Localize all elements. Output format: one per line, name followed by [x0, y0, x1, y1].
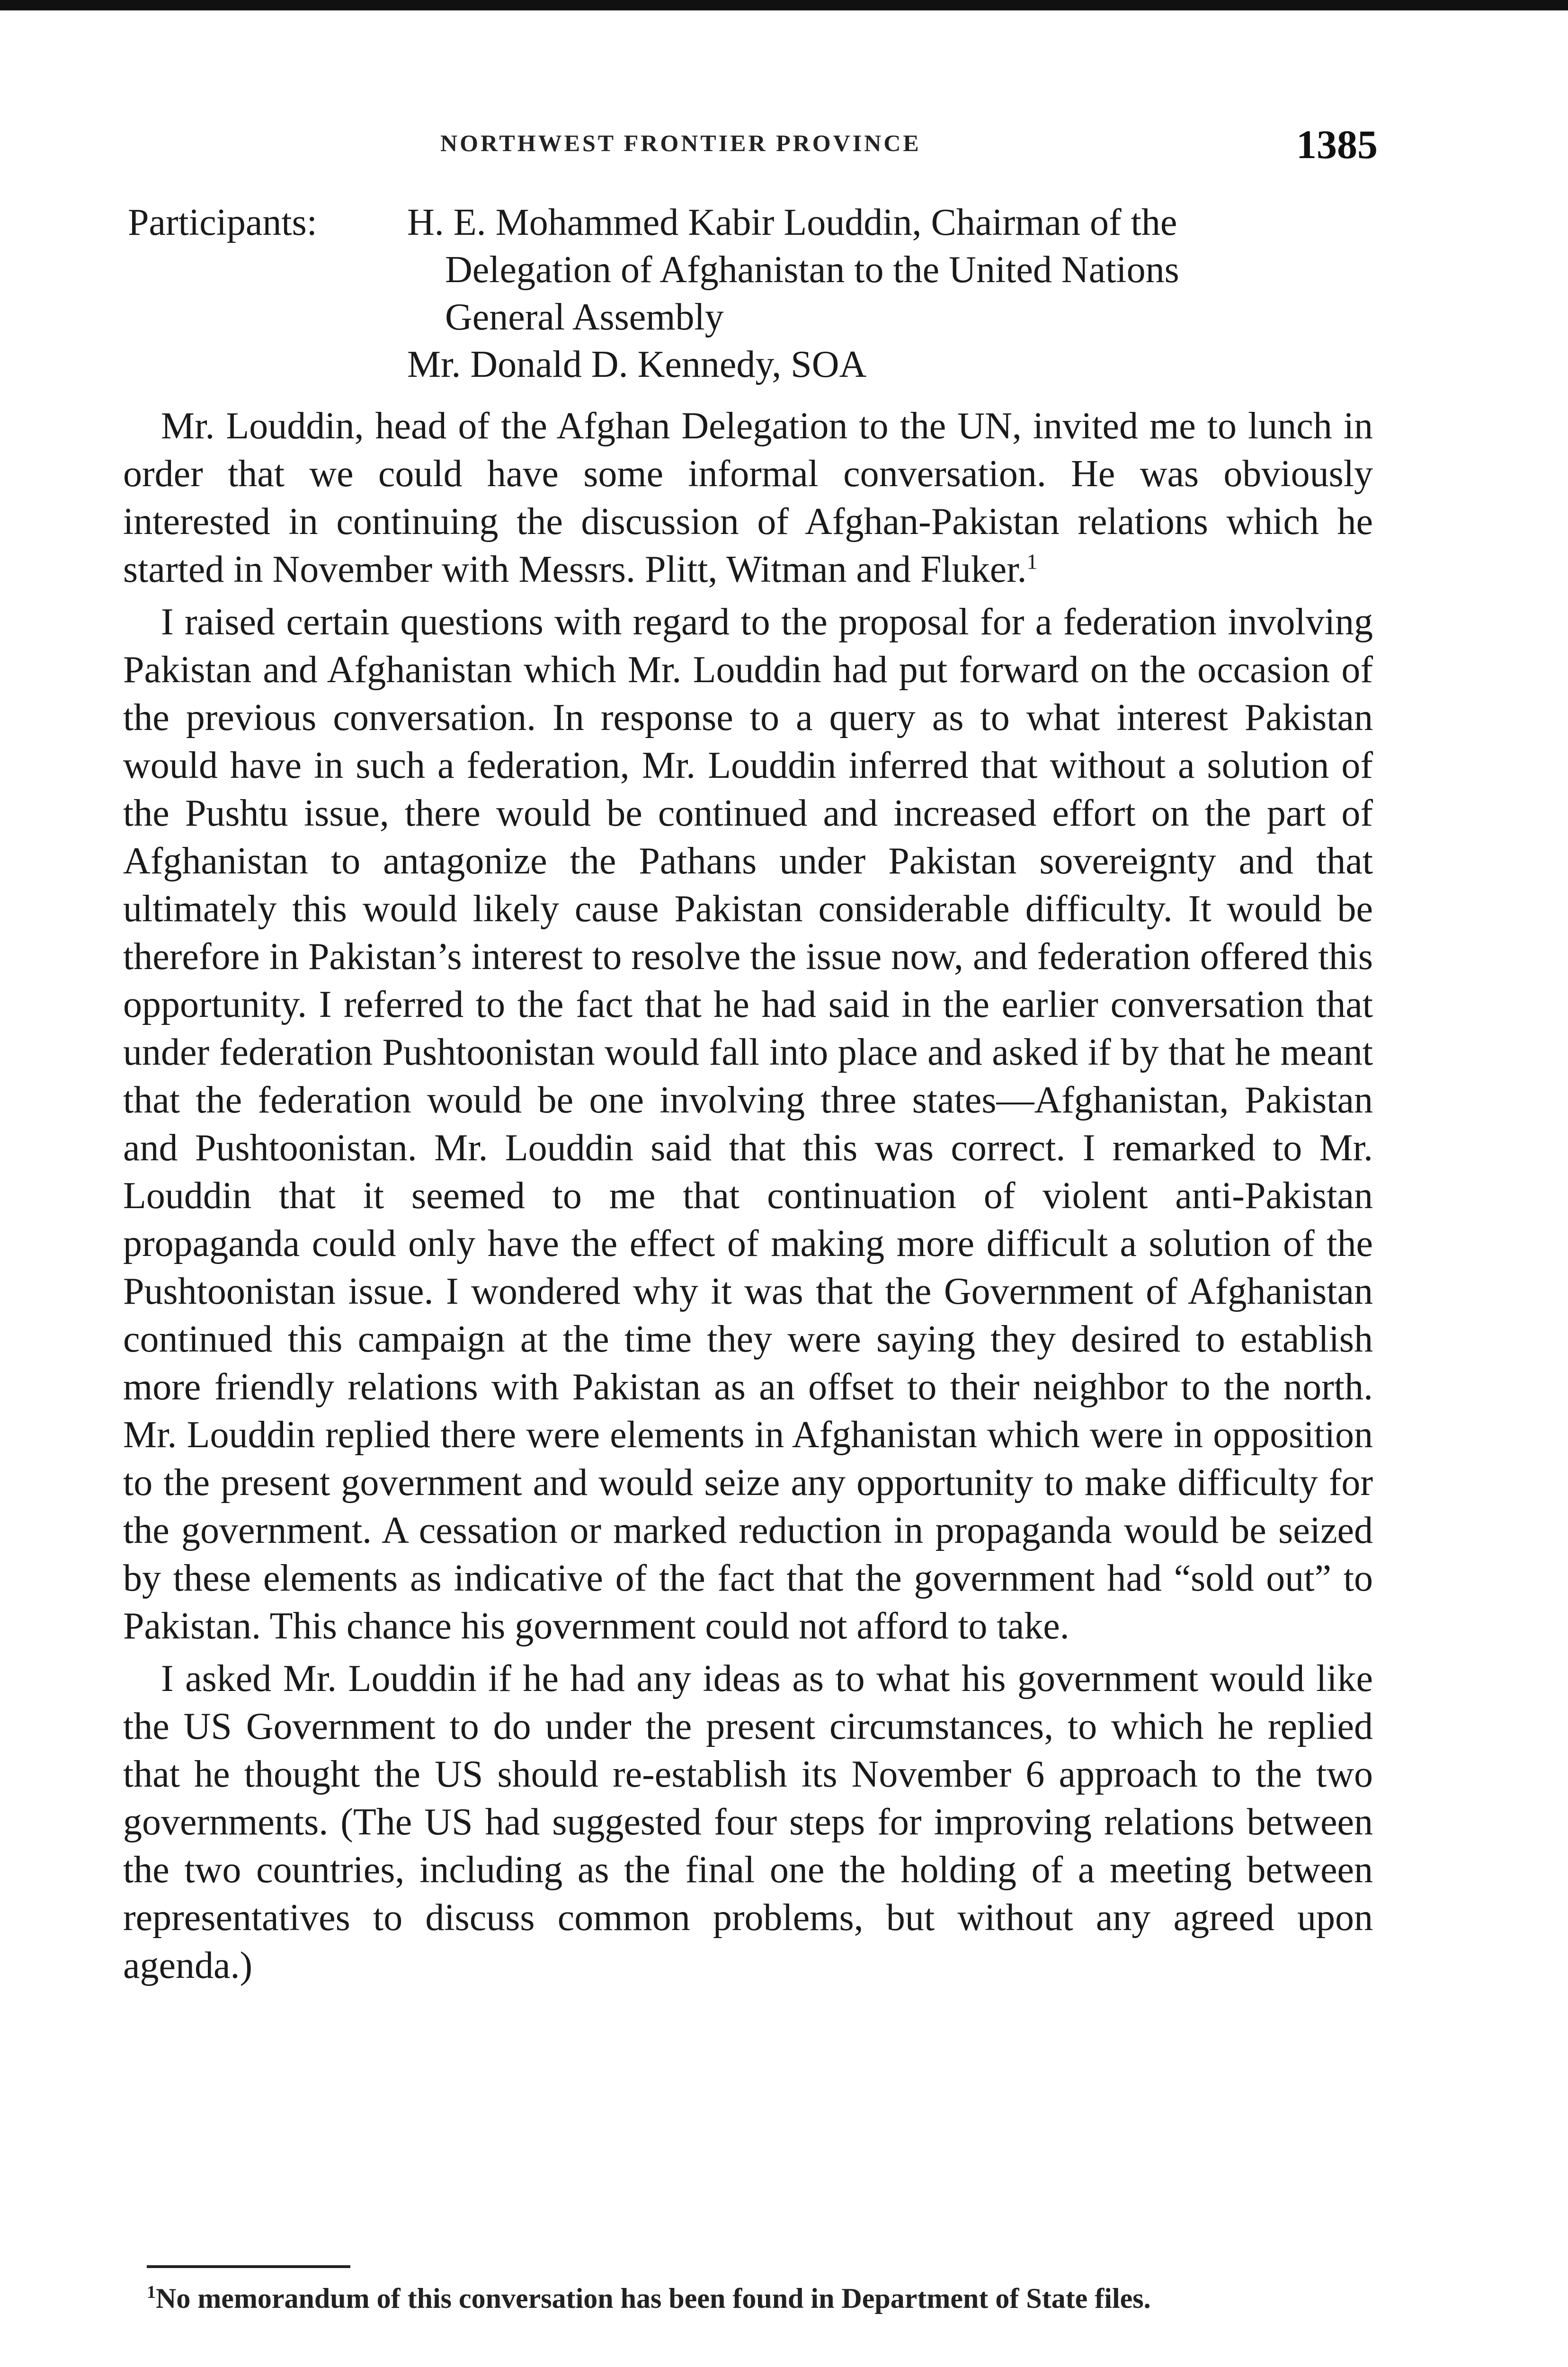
footnote-text-line: [118, 2282, 1368, 2315]
footnote-ref: 1: [1026, 549, 1038, 574]
participant-line: Delegation of Afghanistan to the United Nations: [445, 249, 1179, 291]
running-head: NORTHWEST FRONTIER PROVINCE: [440, 130, 921, 156]
page-edge-bar: [0, 0, 1568, 10]
page-header: [128, 121, 1378, 173]
footnote-rule: [147, 2265, 350, 2268]
footnote-text: No memorandum of this conversation has been found in Department of State files.: [156, 2283, 1151, 2314]
participant-line: General Assembly: [445, 296, 724, 338]
participants-list: [407, 199, 1378, 388]
participant-line: Mr. Donald D. Kennedy, SOA: [407, 344, 867, 385]
paragraph-text: Mr. Louddin, head of the Afghan Delegation to the UN, invited me to lunch in order that we could have some informal conversation. He was obviously interested in continuing the discussion of Afghan-Pakistan relations which he started in November with Messrs. Plitt, Witman and Fluker.: [123, 405, 1373, 590]
participant-line: H. E. Mohammed Kabir Louddin, Chairman of the: [407, 202, 1177, 243]
paragraph: I raised certain questions with regard to the proposal for a federation involving Pakistan and Afghanistan which Mr. Louddin had put forward on the occasion of the previous conversation. In response to a query as to what interest Pakistan would have in such a federation, Mr. Louddin inferred that without a solution of the Pushtu issue, there would be continued and increased effort on the part of Afghanistan to antagonize the Pathans under Pakistan sovereignty and that ultimately this would likely cause Pakistan considerable difficulty. It would be therefore in Pakistan’s interest to resolve the issue now, and federation offered this opportunity. I referred to the fact that he had said in the earlier conversation that under federation Pushtoonistan would fall into place and asked if by that he meant that the federation would be one involving three states—Afghanistan, Pakistan and Pushtoonistan. Mr. Louddin said that this was correct. I remarked to Mr. Louddin that it seemed to me that continuation of violent anti-Pakistan propaganda could only have the effect of making more difficult a solution of the Pushtoonistan issue. I wondered why it was that the Government of Afghanistan continued this campaign at the time they were saying they desired to establish more friendly relations with Pakistan as an offset to their neighbor to the north. Mr. Louddin replied there were elements in Afghanistan which were in opposition to the present government and would seize any opportunity to make difficulty for the government. A cessation or marked reduction in propaganda would be seized by these elements as indicative of the fact that the government had “sold out” to Pakistan. This chance his government could not afford to take.: [123, 601, 1373, 1647]
footnote: [118, 2282, 1368, 2315]
memo-body: [123, 402, 1373, 1994]
paragraph: [123, 402, 1373, 594]
paragraph: I asked Mr. Louddin if he had any ideas as to what his government would like the US Government to do under the present circumstances, to which he replied that he thought the US should re-establish its November 6 approach to the two governments. (The US had suggested four steps for improving relations between the two countries, including as the final one the holding of a meeting between representatives to discuss common problems, but without any agreed upon agenda.): [123, 1658, 1373, 1986]
participants-label: Participants:: [128, 202, 317, 243]
footnote-number: 1: [147, 2282, 156, 2302]
page-number: 1385: [1296, 122, 1378, 167]
